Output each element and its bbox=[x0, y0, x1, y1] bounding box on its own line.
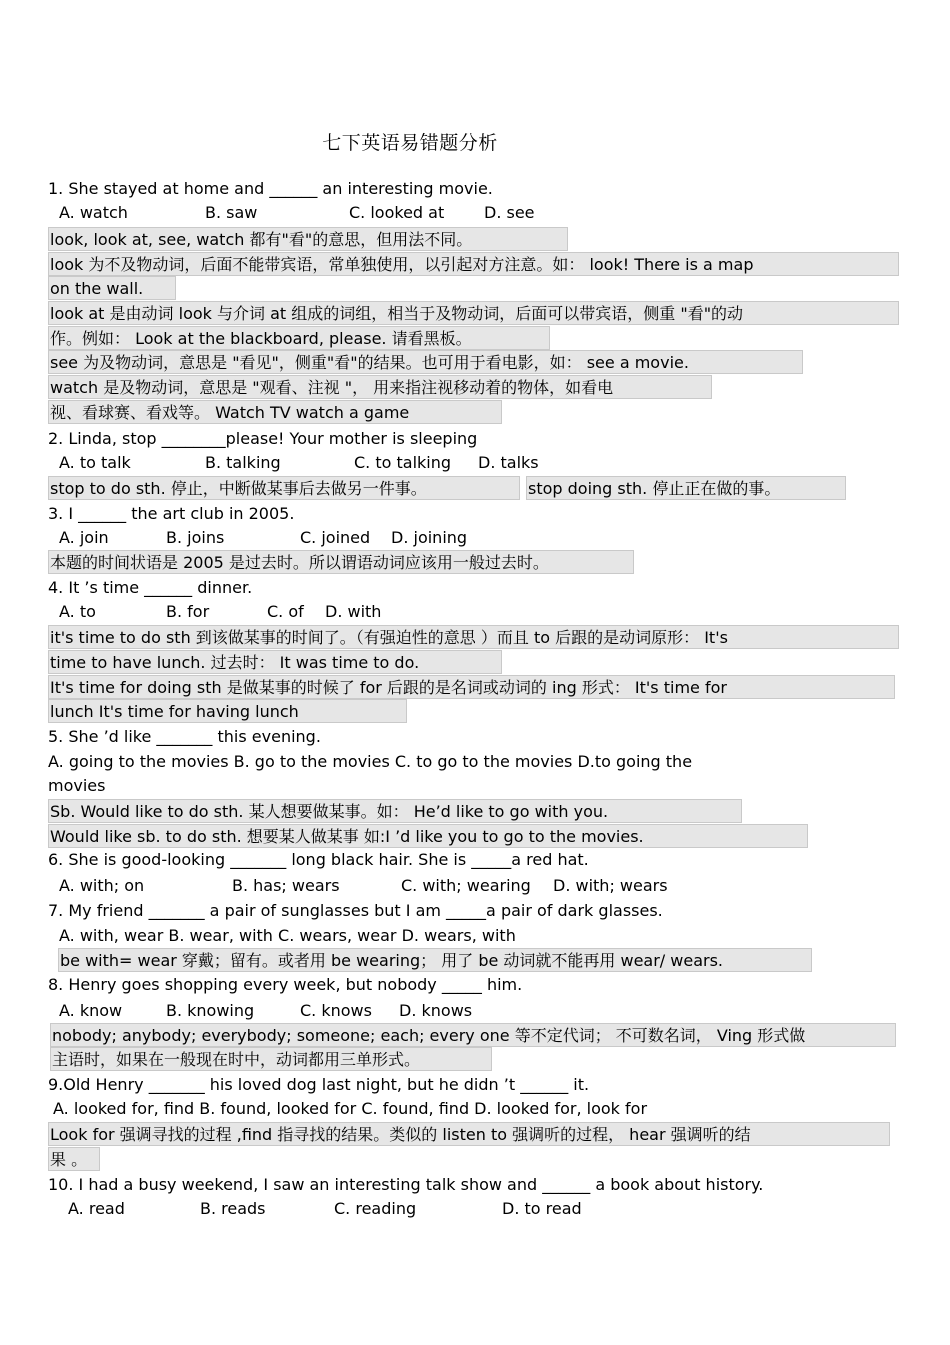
question-4-options bbox=[0, 600, 950, 624]
option: A. to bbox=[59, 602, 96, 621]
option: C. knows bbox=[300, 1001, 372, 1020]
option: C. with; wearing bbox=[401, 876, 531, 895]
explanation-line: It's time for doing sth 是做某事的时候了 for 后跟的是名词或动词的 ing 形式： It's time for bbox=[48, 675, 895, 699]
option: D. talks bbox=[478, 453, 539, 472]
question-5-options-continued: movies bbox=[48, 776, 106, 795]
option: D. joining bbox=[391, 528, 468, 547]
question-5-stem: 5. She ’d like _______ this evening. bbox=[48, 727, 321, 746]
question-9-stem: 9.Old Henry _______ his loved dog last night, but he didn ’t ______ it. bbox=[48, 1075, 590, 1094]
option: D. see bbox=[484, 203, 535, 222]
option: B. reads bbox=[200, 1199, 266, 1218]
explanation-line: look, look at, see, watch 都有"看"的意思，但用法不同。 bbox=[48, 227, 568, 251]
question-2-options bbox=[0, 451, 950, 475]
question-8-options bbox=[0, 999, 950, 1023]
question-10-options bbox=[0, 1197, 950, 1221]
explanation-line: look 为不及物动词，后面不能带宾语，常单独使用，以引起对方注意。如： look! There is a map bbox=[48, 252, 899, 276]
option: B. talking bbox=[205, 453, 281, 472]
option: B. for bbox=[166, 602, 210, 621]
option: B. knowing bbox=[166, 1001, 255, 1020]
option: A. read bbox=[68, 1199, 125, 1218]
question-7-stem: 7. My friend _______ a pair of sunglasses but I am _____a pair of dark glasses. bbox=[48, 901, 663, 920]
option: D. with; wears bbox=[553, 876, 668, 895]
explanation-line: stop to do sth. 停止，中断做某事后去做另一件事。 bbox=[48, 476, 520, 500]
option: D. knows bbox=[399, 1001, 473, 1020]
explanation-line: Sb. Would like to do sth. 某人想要做某事。如： He’d like to go with you. bbox=[48, 799, 742, 823]
option: C. to talking bbox=[354, 453, 452, 472]
option: C. reading bbox=[334, 1199, 417, 1218]
option: C. joined bbox=[300, 528, 371, 547]
question-8-stem: 8. Henry goes shopping every week, but nobody _____ him. bbox=[48, 975, 523, 994]
option: A. join bbox=[59, 528, 109, 547]
question-3-stem: 3. I ______ the art club in 2005. bbox=[48, 504, 295, 523]
question-2-stem: 2. Linda, stop ________please! Your mother is sleeping bbox=[48, 429, 478, 448]
option: A. know bbox=[59, 1001, 123, 1020]
explanation-line: Would like sb. to do sth. 想要某人做某事 如:I ’d like you to go to the movies. bbox=[48, 824, 808, 848]
explanation-line: on the wall. bbox=[48, 276, 176, 300]
explanation-line: see 为及物动词，意思是 "看见"，侧重"看"的结果。也可用于看电影，如： see a movie. bbox=[48, 350, 803, 374]
option: D. to read bbox=[502, 1199, 582, 1218]
question-6-options bbox=[0, 874, 950, 898]
option: A. to talk bbox=[59, 453, 131, 472]
question-3-options bbox=[0, 526, 950, 550]
option: B. joins bbox=[166, 528, 225, 547]
explanation-line: look at 是由动词 look 与介词 at 组成的词组，相当于及物动词，后面可以带宾语，侧重 "看"的动 bbox=[48, 301, 899, 325]
explanation-line: lunch It's time for having lunch bbox=[48, 699, 407, 723]
option: A. watch bbox=[59, 203, 128, 222]
option: C. looked at bbox=[349, 203, 445, 222]
option: D. with bbox=[325, 602, 382, 621]
option: C. of bbox=[267, 602, 304, 621]
explanation-line: 视、看球赛、看戏等。 Watch TV watch a game bbox=[48, 400, 502, 424]
explanation-line: be with= wear 穿戴；留有。或者用 be wearing； 用了 be 动词就不能再用 wear/ wears. bbox=[58, 948, 812, 972]
option: B. has; wears bbox=[232, 876, 340, 895]
explanation-line: it's time to do sth 到该做某事的时间了。（有强迫性的意思 ）而且 to 后跟的是动词原形： It's bbox=[48, 625, 899, 649]
explanation-line: 作。例如： Look at the blackboard, please. 请看黑板。 bbox=[48, 326, 550, 350]
explanation-line: time to have lunch. 过去时： It was time to do. bbox=[48, 650, 502, 674]
explanation-line: 主语时，如果在一般现在时中，动词都用三单形式。 bbox=[50, 1047, 492, 1071]
question-7-options: A. with, wear B. wear, with C. wears, wear D. wears, with bbox=[59, 926, 516, 945]
explanation-line: Look for 强调寻找的过程 ,find 指寻找的结果。类似的 listen to 强调听的过程， hear 强调听的结 bbox=[48, 1122, 890, 1146]
question-1-options bbox=[0, 201, 950, 225]
question-10-stem: 10. I had a busy weekend, I saw an interesting talk show and ______ a book about history. bbox=[48, 1175, 764, 1194]
question-6-stem: 6. She is good-looking _______ long black hair. She is _____a red hat. bbox=[48, 850, 589, 869]
question-4-stem: 4. It ’s time ______ dinner. bbox=[48, 578, 253, 597]
explanation-line: watch 是及物动词，意思是 "观看、注视 "， 用来指注视移动着的物体，如看电 bbox=[48, 375, 712, 399]
explanation-line: stop doing sth. 停止正在做的事。 bbox=[526, 476, 846, 500]
option: B. saw bbox=[205, 203, 258, 222]
page-title: 七下英语易错题分析 bbox=[322, 132, 498, 154]
question-1-stem: 1. She stayed at home and ______ an interesting movie. bbox=[48, 179, 493, 198]
explanation-line: nobody; anybody; everybody; someone; each; every one 等不定代词； 不可数名词， Ving 形式做 bbox=[50, 1023, 896, 1047]
explanation-line: 果 。 bbox=[48, 1147, 100, 1171]
explanation-line: 本题的时间状语是 2005 是过去时。所以谓语动词应该用一般过去时。 bbox=[48, 550, 634, 574]
question-5-options: A. going to the movies B. go to the movies C. to go to the movies D.to going the bbox=[48, 752, 693, 771]
option: A. with; on bbox=[59, 876, 145, 895]
question-9-options: A. looked for, find B. found, looked for C. found, find D. looked for, look for bbox=[53, 1099, 648, 1118]
